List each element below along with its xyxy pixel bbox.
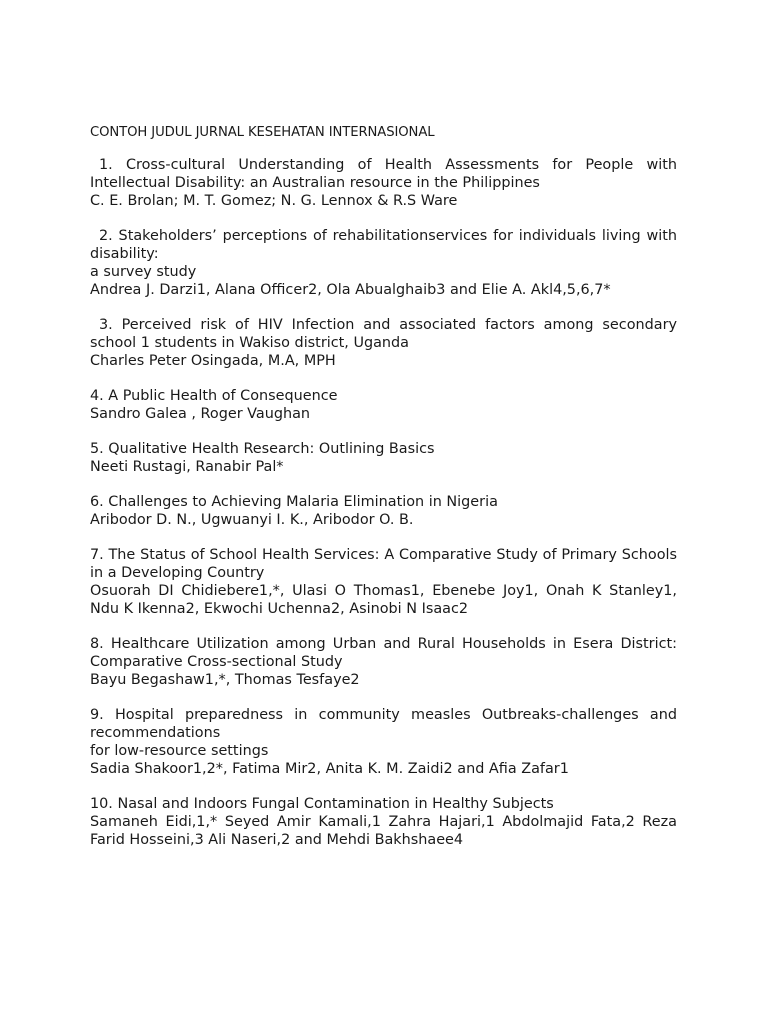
journal-entry-3 [90,316,677,370]
entry-title: 10. Nasal and Indoors Fungal Contamination in Healthy Subjects [90,796,554,812]
journal-entry-6 [90,493,677,529]
entry-authors: Sandro Galea , Roger Vaughan [90,406,311,422]
entry-authors: Samaneh Eidi,1,* Seyed Amir Kamali,1 Zahra Hajari,1 Abdolmajid Fata,2 Reza Farid Hosseini,3 Ali Naseri,2 and Mehdi Bakhshaee4 [90,814,677,848]
journal-entry-2 [90,227,677,299]
journal-entry-4 [90,387,677,423]
journal-entry-9 [90,706,677,778]
entry-subtitle: a survey study [90,264,197,280]
journal-entry-1 [90,156,677,210]
entry-authors: Charles Peter Osingada, M.A, MPH [90,353,336,369]
journal-entry-8 [90,635,677,689]
journal-entry-10 [90,795,677,849]
entry-authors: Andrea J. Darzi1, Alana Officer2, Ola Abualghaib3 and Elie A. Akl4,5,6,7* [90,282,611,298]
entry-subtitle: for low-resource settings [90,743,269,759]
entry-authors: Osuorah DI Chidiebere1,*, Ulasi O Thomas1, Ebenebe Joy1, Onah K Stanley1, Ndu K Ikenna2, Ekwochi Uchenna2, Asinobi N Isaac2 [90,583,677,617]
entry-title: 2. Stakeholders’ perceptions of rehabilitationservices for individuals living with disability: [90,228,677,262]
entry-title: 4. A Public Health of Consequence [90,388,338,404]
entry-title: 6. Challenges to Achieving Malaria Elimination in Nigeria [90,494,498,510]
entry-authors: Neeti Rustagi, Ranabir Pal* [90,459,284,475]
entry-authors: C. E. Brolan; M. T. Gomez; N. G. Lennox & R.S Ware [90,193,458,209]
entry-title: 3. Perceived risk of HIV Infection and associated factors among secondary school 1 students in Wakiso district, Uganda [90,317,677,351]
journal-entry-5 [90,440,677,476]
entry-title: 8. Healthcare Utilization among Urban and Rural Households in Esera District: Comparative Cross-sectional Study [90,636,677,670]
entry-authors: Sadia Shakoor1,2*, Fatima Mir2, Anita K. M. Zaidi2 and Afia Zafar1 [90,761,569,777]
entry-title: 7. The Status of School Health Services: A Comparative Study of Primary Schools in a Developing Country [90,547,677,581]
document-heading: CONTOH JUDUL JURNAL KESEHATAN INTERNASIONAL [90,125,435,140]
entry-authors: Aribodor D. N., Ugwuanyi I. K., Aribodor O. B. [90,512,414,528]
document-page [90,124,677,866]
entry-title: 9. Hospital preparedness in community measles Outbreaks-challenges and recommendations [90,707,677,741]
entry-authors: Bayu Begashaw1,*, Thomas Tesfaye2 [90,672,360,688]
journal-entry-7 [90,546,677,618]
entry-title: 1. Cross-cultural Understanding of Health Assessments for People with Intellectual Disability: an Australian resource in the Philippines [90,157,677,191]
entry-title: 5. Qualitative Health Research: Outlining Basics [90,441,435,457]
